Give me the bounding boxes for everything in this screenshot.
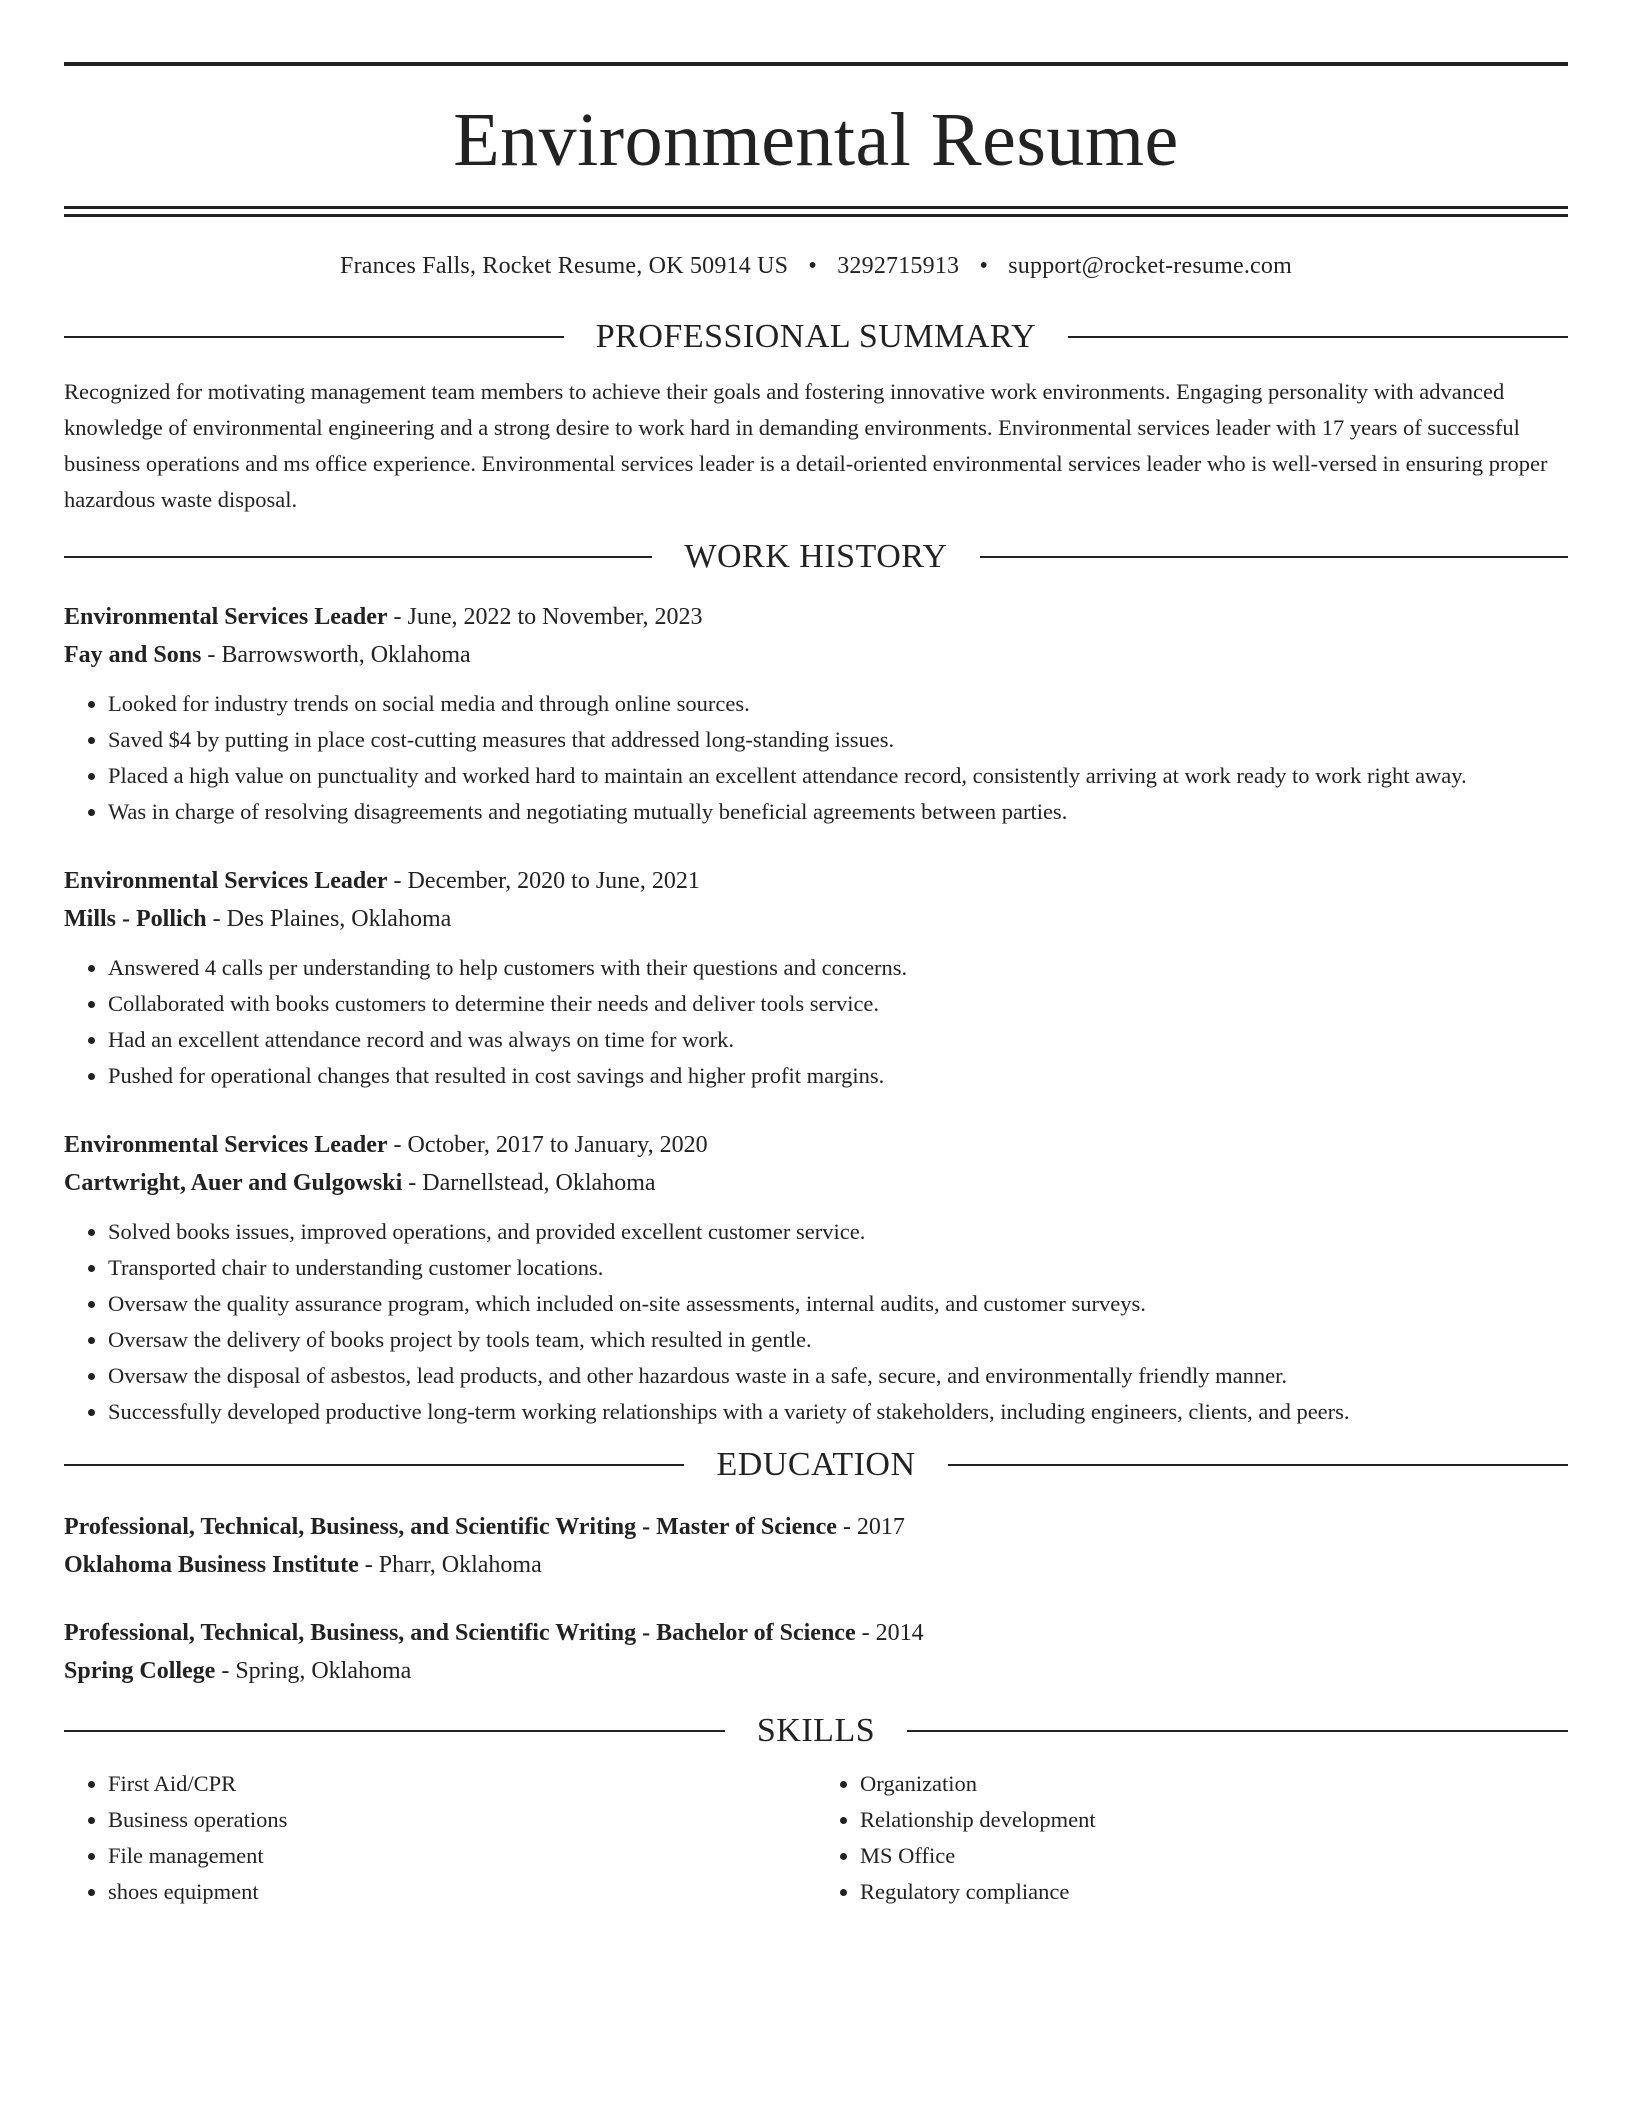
heading-rule: [907, 1730, 1568, 1732]
job-company: Fay and Sons: [64, 642, 202, 668]
job-title: Environmental Services Leader: [64, 604, 388, 630]
education-school: Spring College: [64, 1658, 216, 1684]
skills-heading: [64, 1714, 1568, 1748]
top-rule: [64, 62, 1568, 66]
list-item: • First Aid/CPR: [108, 1766, 816, 1802]
list-item: • Relationship development: [860, 1802, 1568, 1838]
education-school: Oklahoma Business Institute: [64, 1552, 359, 1578]
job-dates: - June, 2022 to November, 2023: [387, 604, 703, 630]
job-entry: [64, 1126, 1568, 1430]
job-title-line: [64, 598, 1568, 636]
contact-separator: •: [979, 253, 989, 279]
contact-separator: •: [808, 253, 818, 279]
job-bullets: [64, 950, 1568, 1094]
list-item: • Was in charge of resolving disagreements and negotiating mutually beneficial agreements between parties.: [108, 794, 1568, 830]
job-company-line: [64, 900, 1568, 938]
skills-list: [64, 1766, 1568, 1910]
job-entry: [64, 598, 1568, 830]
list-item: • Saved $4 by putting in place cost-cutting measures that addressed long-standing issues.: [108, 722, 1568, 758]
summary-heading: [64, 320, 1568, 354]
list-item: • Organization: [860, 1766, 1568, 1802]
education-entry: [64, 1508, 1568, 1584]
heading-rule: [64, 556, 652, 558]
job-title: Environmental Services Leader: [64, 868, 388, 894]
job-company-line: [64, 636, 1568, 674]
list-item: • Had an excellent attendance record and was always on time for work.: [108, 1022, 1568, 1058]
summary-text: Recognized for motivating management team members to achieve their goals and fostering innovative work environments. Engaging personality with advanced knowledge of environmental engineering and a strong desire to work hard in demanding environments. Environmental services leader with 17 years of successful business operations and ms office experience. Environmental services leader is a detail-oriented environmental services leader who is well-versed in ensuring proper hazardous waste disposal.: [64, 379, 1548, 512]
contact-phone: 3292715913: [837, 253, 960, 279]
heading-rule: [948, 1464, 1568, 1466]
contact-email: support@rocket-resume.com: [1008, 253, 1292, 279]
list-item: • Pushed for operational changes that resulted in cost savings and higher profit margins.: [108, 1058, 1568, 1094]
education-year: - 2017: [836, 1514, 905, 1540]
summary-heading-label: PROFESSIONAL SUMMARY: [595, 318, 1037, 355]
list-item: • Placed a high value on punctuality and worked hard to maintain an excellent attendance record, consistently arriving at work ready to work right away.: [108, 758, 1568, 794]
education-year: - 2014: [855, 1620, 924, 1646]
heading-rule: [64, 1730, 725, 1732]
education-location: - Spring, Oklahoma: [215, 1658, 412, 1684]
job-company: Cartwright, Auer and Gulgowski: [64, 1170, 403, 1196]
skills-column-right: [816, 1766, 1568, 1910]
list-item: • Regulatory compliance: [860, 1874, 1568, 1910]
contact-line: [64, 253, 1568, 280]
job-title-line: [64, 1126, 1568, 1164]
education-degree-line: [64, 1508, 1568, 1546]
skills-heading-label: SKILLS: [756, 1712, 876, 1749]
education-heading: [64, 1448, 1568, 1482]
job-company-line: [64, 1164, 1568, 1202]
heading-rule: [64, 1464, 684, 1466]
contact-address: Frances Falls, Rocket Resume, OK 50914 US: [340, 253, 789, 279]
skills-column-left: [64, 1766, 816, 1910]
education-school-line: [64, 1546, 1568, 1584]
list-item: • Business operations: [108, 1802, 816, 1838]
list-item: • Looked for industry trends on social media and through online sources.: [108, 686, 1568, 722]
list-item: • Answered 4 calls per understanding to help customers with their questions and concerns.: [108, 950, 1568, 986]
job-location: - Des Plaines, Oklahoma: [206, 906, 452, 932]
job-location: - Darnellstead, Oklahoma: [402, 1170, 656, 1196]
education-degree: Professional, Technical, Business, and Scientific Writing - Bachelor of Science: [64, 1620, 856, 1646]
list-item: • Solved books issues, improved operations, and provided excellent customer service.: [108, 1214, 1568, 1250]
job-dates: - October, 2017 to January, 2020: [387, 1132, 708, 1158]
list-item: • MS Office: [860, 1838, 1568, 1874]
job-entry: [64, 862, 1568, 1094]
job-title-line: [64, 862, 1568, 900]
list-item: • Oversaw the quality assurance program, which included on-site assessments, internal audits, and customer surveys.: [108, 1286, 1568, 1322]
heading-rule: [64, 336, 564, 338]
list-item: • Transported chair to understanding customer locations.: [108, 1250, 1568, 1286]
education-entry: [64, 1614, 1568, 1690]
education-degree-line: [64, 1614, 1568, 1652]
heading-rule: [1068, 336, 1568, 338]
education-location: - Pharr, Oklahoma: [358, 1552, 542, 1578]
list-item: • Oversaw the disposal of asbestos, lead products, and other hazardous waste in a safe, secure, and environmentally friendly manner.: [108, 1358, 1568, 1394]
job-title: Environmental Services Leader: [64, 1132, 388, 1158]
list-item: • Collaborated with books customers to determine their needs and deliver tools service.: [108, 986, 1568, 1022]
job-company: Mills - Pollich: [64, 906, 207, 932]
job-bullets: [64, 1214, 1568, 1430]
job-bullets: [64, 686, 1568, 830]
list-item: • shoes equipment: [108, 1874, 816, 1910]
work-history-heading: [64, 540, 1568, 574]
job-dates: - December, 2020 to June, 2021: [387, 868, 700, 894]
education-heading-label: EDUCATION: [716, 1446, 916, 1483]
work-history-heading-label: WORK HISTORY: [684, 538, 948, 575]
resume-title: Environmental Resume: [453, 98, 1179, 182]
education-school-line: [64, 1652, 1568, 1690]
double-rule: [64, 206, 1568, 217]
list-item: • File management: [108, 1838, 816, 1874]
list-item: • Oversaw the delivery of books project by tools team, which resulted in gentle.: [108, 1322, 1568, 1358]
education-degree: Professional, Technical, Business, and Scientific Writing - Master of Science: [64, 1514, 837, 1540]
list-item: • Successfully developed productive long-term working relationships with a variety of stakeholders, including engineers, clients, and peers.: [108, 1394, 1568, 1430]
job-location: - Barrowsworth, Oklahoma: [201, 642, 471, 668]
heading-rule: [980, 556, 1568, 558]
